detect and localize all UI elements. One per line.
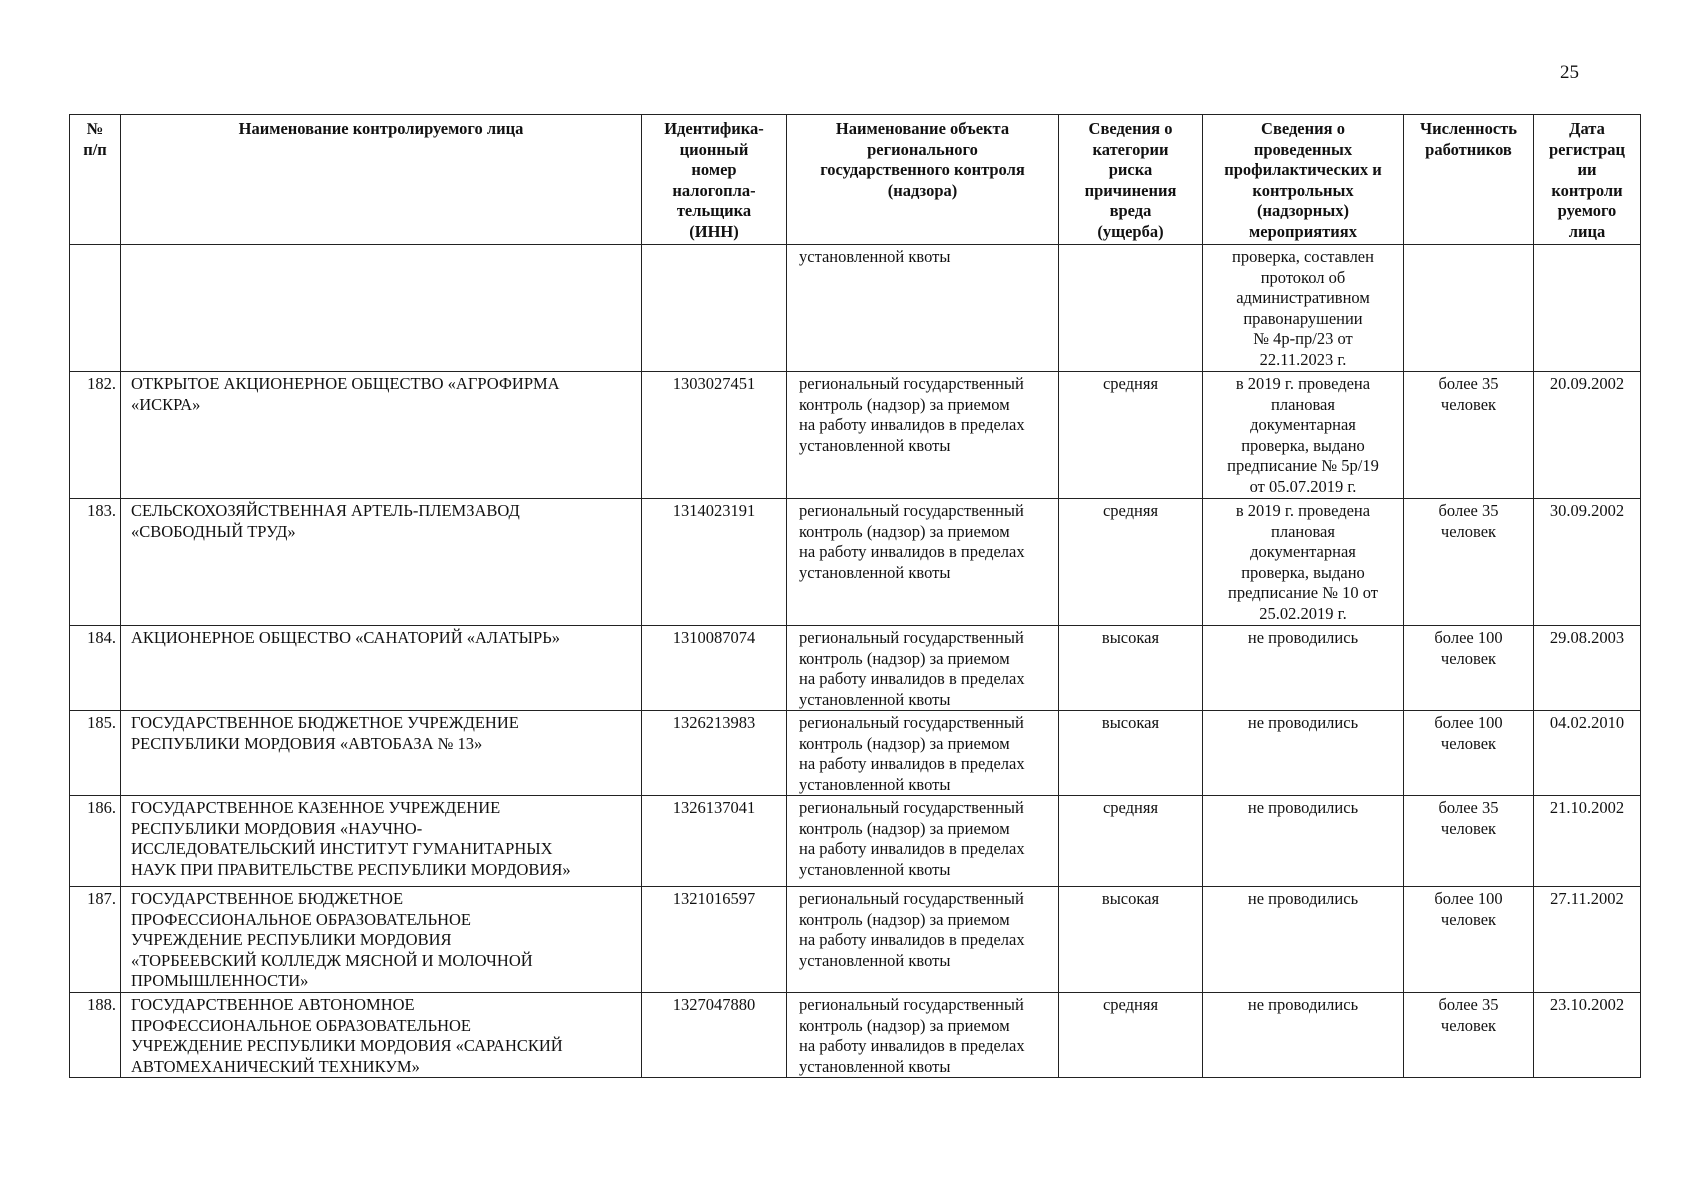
cell-risk: высокая [1059, 887, 1203, 993]
cell-events: не проводились [1203, 711, 1404, 796]
cell-name: ГОСУДАРСТВЕННОЕ БЮДЖЕТНОЕ УЧРЕЖДЕНИЕ РЕСПУБЛИКИ МОРДОВИЯ «АВТОБАЗА № 13» [121, 711, 642, 796]
table-row [70, 499, 1641, 626]
cell-staff: более 100 человек [1404, 711, 1534, 796]
header-name: Наименование контролируемого лица [121, 115, 642, 245]
cell-staff: более 35 человек [1404, 993, 1534, 1078]
header-num: № п/п [70, 115, 121, 245]
header-risk: Сведения о категории риска причинения вреда (ущерба) [1059, 115, 1203, 245]
cell-object: установленной квоты [787, 245, 1059, 372]
cell-inn: 1321016597 [642, 887, 787, 993]
cell-events: в 2019 г. проведена плановая документарная проверка, выдано предписание № 5р/19 от 05.07.2019 г. [1203, 372, 1404, 499]
cell-object: региональный государственный контроль (надзор) за приемом на работу инвалидов в пределах установленной квоты [787, 711, 1059, 796]
cell-date: 20.09.2002 [1534, 372, 1641, 499]
cell-num: 185. [70, 711, 121, 796]
cell-risk: средняя [1059, 993, 1203, 1078]
cell-name [121, 245, 642, 372]
cell-events: не проводились [1203, 796, 1404, 887]
cell-events: не проводились [1203, 887, 1404, 993]
cell-name: СЕЛЬСКОХОЗЯЙСТВЕННАЯ АРТЕЛЬ-ПЛЕМЗАВОД «СВОБОДНЫЙ ТРУД» [121, 499, 642, 626]
cell-object: региональный государственный контроль (надзор) за приемом на работу инвалидов в пределах установленной квоты [787, 372, 1059, 499]
cell-risk: высокая [1059, 711, 1203, 796]
cell-object: региональный государственный контроль (надзор) за приемом на работу инвалидов в пределах установленной квоты [787, 626, 1059, 711]
cell-num: 186. [70, 796, 121, 887]
cell-date: 04.02.2010 [1534, 711, 1641, 796]
cell-staff [1404, 245, 1534, 372]
cell-events: в 2019 г. проведена плановая документарная проверка, выдано предписание № 10 от 25.02.2019 г. [1203, 499, 1404, 626]
cell-risk: средняя [1059, 796, 1203, 887]
table-row [70, 626, 1641, 711]
cell-risk: средняя [1059, 499, 1203, 626]
page-number: 25 [1560, 62, 1579, 83]
cell-date: 29.08.2003 [1534, 626, 1641, 711]
cell-inn: 1327047880 [642, 993, 787, 1078]
cell-name: ОТКРЫТОЕ АКЦИОНЕРНОЕ ОБЩЕСТВО «АГРОФИРМА «ИСКРА» [121, 372, 642, 499]
cell-date: 30.09.2002 [1534, 499, 1641, 626]
cell-staff: более 35 человек [1404, 499, 1534, 626]
cell-date: 27.11.2002 [1534, 887, 1641, 993]
table-header-row [70, 115, 1641, 245]
table-row [70, 993, 1641, 1078]
cell-date: 23.10.2002 [1534, 993, 1641, 1078]
cell-name: ГОСУДАРСТВЕННОЕ БЮДЖЕТНОЕ ПРОФЕССИОНАЛЬНОЕ ОБРАЗОВАТЕЛЬНОЕ УЧРЕЖДЕНИЕ РЕСПУБЛИКИ МОРДОВИЯ «ТОРБЕЕВСКИЙ КОЛЛЕДЖ МЯСНОЙ И МОЛОЧНОЙ ПРОМЫШЛЕННОСТИ» [121, 887, 642, 993]
cell-events: не проводились [1203, 626, 1404, 711]
header-events: Сведения о проведенных профилактических и контрольных (надзорных) мероприятиях [1203, 115, 1404, 245]
cell-staff: более 35 человек [1404, 372, 1534, 499]
table-row [70, 796, 1641, 887]
cell-num [70, 245, 121, 372]
cell-name: АКЦИОНЕРНОЕ ОБЩЕСТВО «САНАТОРИЙ «АЛАТЫРЬ» [121, 626, 642, 711]
cell-object: региональный государственный контроль (надзор) за приемом на работу инвалидов в пределах установленной квоты [787, 499, 1059, 626]
cell-events: проверка, составлен протокол об административном правонарушении № 4р-пр/23 от 22.11.2023 г. [1203, 245, 1404, 372]
cell-risk [1059, 245, 1203, 372]
cell-num: 188. [70, 993, 121, 1078]
cell-staff: более 35 человек [1404, 796, 1534, 887]
cell-num: 182. [70, 372, 121, 499]
cell-date [1534, 245, 1641, 372]
cell-inn: 1303027451 [642, 372, 787, 499]
cell-num: 183. [70, 499, 121, 626]
cell-name: ГОСУДАРСТВЕННОЕ КАЗЕННОЕ УЧРЕЖДЕНИЕ РЕСПУБЛИКИ МОРДОВИЯ «НАУЧНО- ИССЛЕДОВАТЕЛЬСКИЙ ИНСТИТУТ ГУМАНИТАРНЫХ НАУК ПРИ ПРАВИТЕЛЬСТВЕ РЕСПУБЛИКИ МОРДОВИЯ» [121, 796, 642, 887]
cell-inn [642, 245, 787, 372]
cell-object: региональный государственный контроль (надзор) за приемом на работу инвалидов в пределах установленной квоты [787, 887, 1059, 993]
header-object: Наименование объекта регионального государственного контроля (надзора) [787, 115, 1059, 245]
cell-object: региональный государственный контроль (надзор) за приемом на работу инвалидов в пределах установленной квоты [787, 796, 1059, 887]
cell-events: не проводились [1203, 993, 1404, 1078]
cell-num: 187. [70, 887, 121, 993]
header-inn: Идентифика- ционный номер налогопла- тельщика (ИНН) [642, 115, 787, 245]
cell-name: ГОСУДАРСТВЕННОЕ АВТОНОМНОЕ ПРОФЕССИОНАЛЬНОЕ ОБРАЗОВАТЕЛЬНОЕ УЧРЕЖДЕНИЕ РЕСПУБЛИКИ МОРДОВИЯ «САРАНСКИЙ АВТОМЕХАНИЧЕСКИЙ ТЕХНИКУМ» [121, 993, 642, 1078]
table-row [70, 887, 1641, 993]
cell-inn: 1310087074 [642, 626, 787, 711]
table-row [70, 372, 1641, 499]
header-date: Дата регистрац ии контроли руемого лица [1534, 115, 1641, 245]
cell-staff: более 100 человек [1404, 887, 1534, 993]
cell-date: 21.10.2002 [1534, 796, 1641, 887]
cell-risk: средняя [1059, 372, 1203, 499]
cell-staff: более 100 человек [1404, 626, 1534, 711]
cell-risk: высокая [1059, 626, 1203, 711]
registry-table [69, 114, 1641, 1078]
table-row [70, 711, 1641, 796]
cell-inn: 1326137041 [642, 796, 787, 887]
cell-num: 184. [70, 626, 121, 711]
header-staff: Численность работников [1404, 115, 1534, 245]
continuation-row [70, 245, 1641, 372]
cell-object: региональный государственный контроль (надзор) за приемом на работу инвалидов в пределах установленной квоты [787, 993, 1059, 1078]
cell-inn: 1326213983 [642, 711, 787, 796]
cell-inn: 1314023191 [642, 499, 787, 626]
